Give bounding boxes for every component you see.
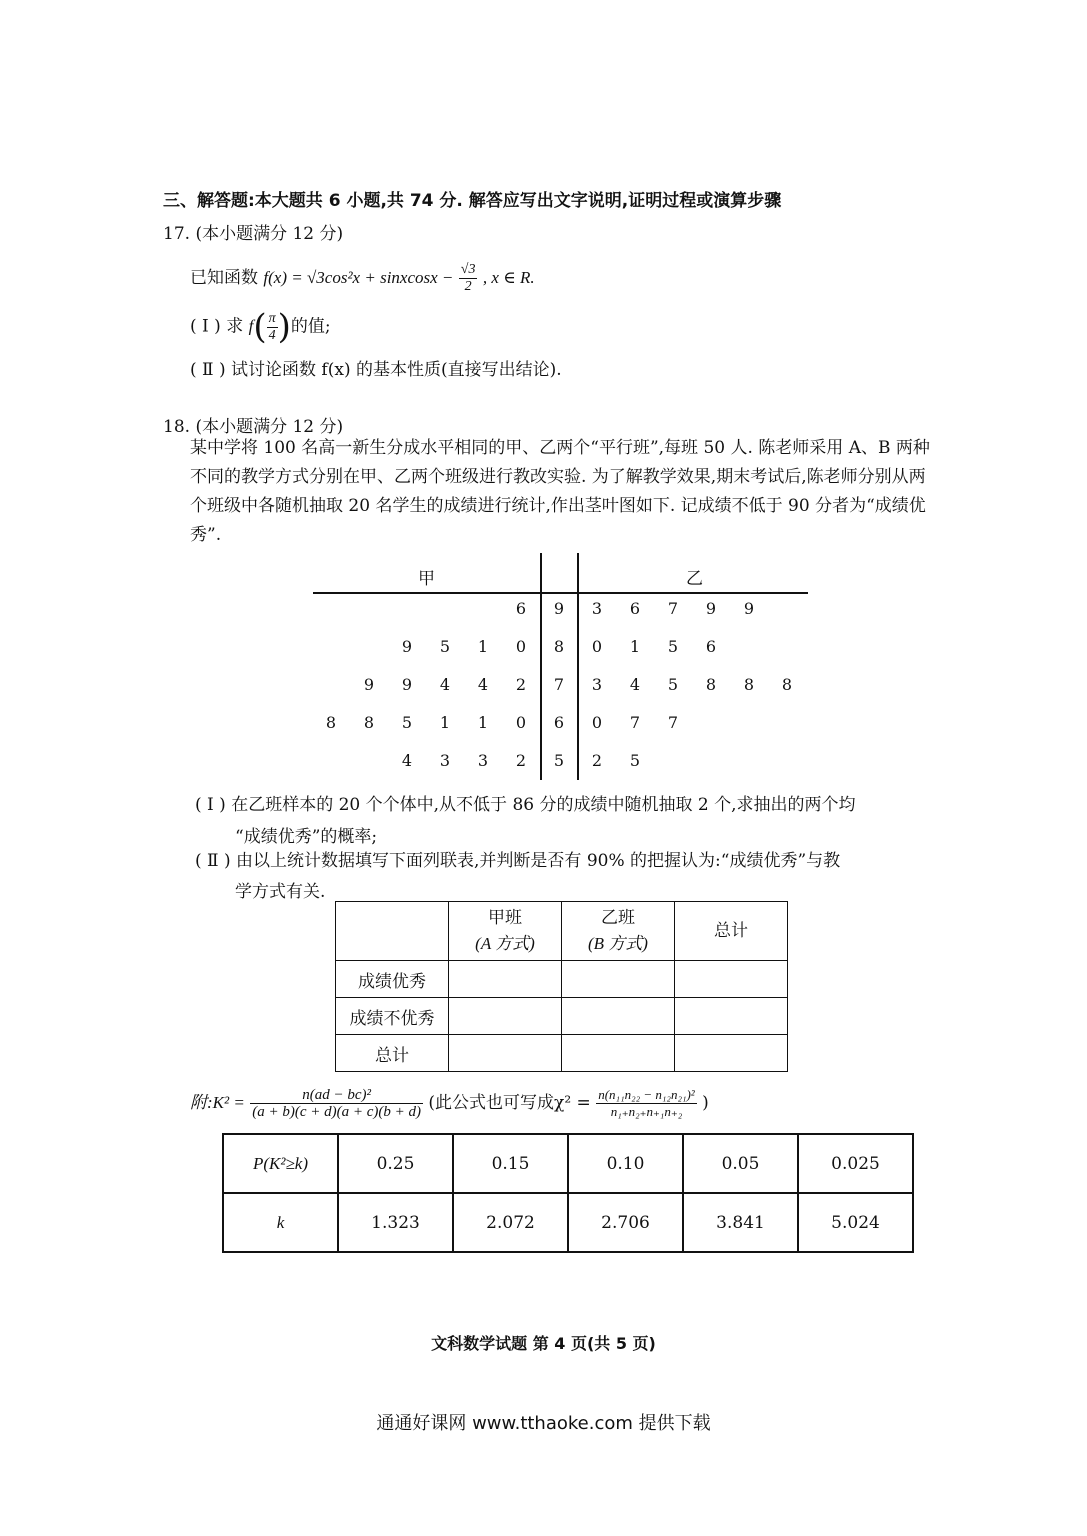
section-title: 三、解答题:本大题共 6 小题,共 74 分. 解答应写出文字说明,证明过程或演算步骤	[163, 191, 782, 211]
left-leaf: 8	[325, 713, 337, 732]
right-leaf: 8	[705, 675, 717, 694]
left-leaf: 2	[515, 675, 527, 694]
left-leaf: 6	[515, 599, 527, 618]
stem-value: 9	[553, 599, 565, 618]
formula-prefix: 附:K² =	[190, 1093, 245, 1112]
left-leaf: 0	[515, 713, 527, 732]
q18-part2-line2: 学方式有关.	[235, 882, 326, 902]
right-leaf: 7	[667, 599, 679, 618]
right-leaf: 6	[705, 637, 717, 656]
q17-fraction: $\frac{√3}{2}$	[460, 262, 476, 294]
left-leaf: 9	[363, 675, 375, 694]
right-leaf: 7	[629, 713, 641, 732]
left-leaf: 1	[477, 637, 489, 656]
formula-k2-fraction: $\frac{\text{n(ad − bc)²}}{(a + b)(c + d)(a + c)(b + d)}$	[252, 1087, 421, 1120]
left-leaf: 4	[401, 751, 413, 770]
stem-leaf-header-line	[313, 592, 808, 594]
right-leaf: 0	[591, 637, 603, 656]
kt-cell: 0.025	[798, 1134, 913, 1193]
formula-mid: (此公式也可写成χ² =	[428, 1093, 591, 1113]
ct-cell	[449, 1035, 562, 1072]
q17-func-expr: f(x) = √3cos²x + sinxcosx −	[263, 268, 454, 287]
kt-cell: 0.15	[453, 1134, 568, 1193]
right-leaf: 9	[743, 599, 755, 618]
stem-leaf-divider-left	[540, 553, 542, 780]
ct-cell	[562, 961, 675, 998]
q17-part1: ( Ⅰ ) 求 f( $\frac{\pi}{4}$ )的值;	[190, 307, 331, 347]
ct-cell	[449, 961, 562, 998]
q17-function	[190, 262, 535, 295]
q17-intro: 已知函数	[190, 268, 258, 288]
stem-leaf-left-title: 甲	[418, 569, 435, 589]
left-leaf: 9	[401, 675, 413, 694]
right-leaf: 8	[743, 675, 755, 694]
kt-cell: 1.323	[338, 1193, 453, 1252]
right-leaf: 2	[591, 751, 603, 770]
ct-col-total: 总计	[675, 902, 788, 961]
kt-cell: 2.072	[453, 1193, 568, 1252]
ct-col-b: 乙班 (B 方式)	[562, 902, 675, 961]
kt-cell: 3.841	[683, 1193, 798, 1252]
left-leaf: 2	[515, 751, 527, 770]
q18-text: 某中学将 100 名高一新生分成水平相同的甲、乙两个“平行班”,每班 50 人. 陈老师采用 A、B 两种不同的教学方式分别在甲、乙两个班级进行教改实验. 为了解教学效果,期末考试后,陈老师分别从两个班级中各随机抽取 20 名学生的成绩进行统计,作出茎叶图如下. 记成绩不低于 90 分者为“成绩优秀”.	[190, 438, 930, 545]
kt-cell: 0.25	[338, 1134, 453, 1193]
kt-cell: 0.10	[568, 1134, 683, 1193]
page-footer: 文科数学试题 第 4 页(共 5 页)	[431, 1334, 656, 1353]
ct-cell	[562, 998, 675, 1035]
left-leaf: 8	[363, 713, 375, 732]
right-leaf: 7	[667, 713, 679, 732]
stem-value: 6	[553, 713, 565, 732]
formula-chi2-fraction: $\frac{\text{n(n₁₁n₂₂ − n₁₂n₂₁)²}}{\text{n₁₊n₂₊n₊₁n₊₂}}$	[598, 1087, 695, 1119]
q18-part1-line2: “成绩优秀”的概率;	[235, 827, 378, 847]
q17-part2: ( Ⅱ ) 试讨论函数 f(x) 的基本性质(直接写出结论).	[190, 360, 562, 380]
right-leaf: 6	[629, 599, 641, 618]
q18-part1-line1: ( Ⅰ ) 在乙班样本的 20 个个体中,从不低于 86 分的成绩中随机抽取 2 个,求抽出的两个均	[195, 795, 856, 815]
right-leaf: 5	[629, 751, 641, 770]
ct-cell	[449, 998, 562, 1035]
left-leaf: 5	[401, 713, 413, 732]
q17-domain: , x ∈ R.	[482, 268, 535, 287]
right-leaf: 5	[667, 675, 679, 694]
kt-cell: 0.05	[683, 1134, 798, 1193]
right-leaf: 9	[705, 599, 717, 618]
stem-value: 5	[553, 751, 565, 770]
ct-row-label: 总计	[336, 1035, 449, 1072]
ct-cell	[562, 1035, 675, 1072]
formula: 附:K² = $\frac{\text{n(ad − bc)²}}{(a + b)(c + d)(a + c)(b + d)}$ (此公式也可写成χ² = $\frac{\text{n(n₁₁n₂₂ − n₁₂n₂₁)²}}{\text{n₁₊n₂₊n₊₁n₊₂}}$ )	[190, 1087, 709, 1120]
left-leaf: 5	[439, 637, 451, 656]
q17-heading: 17. (本小题满分 12 分)	[163, 224, 344, 244]
ct-corner	[336, 902, 449, 961]
right-leaf: 5	[667, 637, 679, 656]
right-leaf: 3	[591, 675, 603, 694]
ct-cell	[675, 1035, 788, 1072]
kt-cell: 5.024	[798, 1193, 913, 1252]
q18-heading: 18. (本小题满分 12 分)	[163, 417, 344, 437]
critical-value-table	[222, 1133, 914, 1253]
left-leaf: 9	[401, 637, 413, 656]
ct-cell	[675, 998, 788, 1035]
ct-row-label: 成绩不优秀	[336, 998, 449, 1035]
right-leaf: 3	[591, 599, 603, 618]
download-watermark: 通通好课网 www.tthaoke.com 提供下载	[376, 1413, 711, 1434]
kt-row1-label: P(K²≥k)	[223, 1134, 338, 1193]
left-leaf: 0	[515, 637, 527, 656]
kt-cell: 2.706	[568, 1193, 683, 1252]
left-leaf: 3	[477, 751, 489, 770]
stem-leaf-right-title: 乙	[686, 569, 703, 589]
stem-value: 7	[553, 675, 565, 694]
left-leaf: 1	[439, 713, 451, 732]
left-leaf: 4	[439, 675, 451, 694]
left-leaf: 3	[439, 751, 451, 770]
ct-row-label: 成绩优秀	[336, 961, 449, 998]
right-leaf: 1	[629, 637, 641, 656]
kt-row2-label: k	[223, 1193, 338, 1252]
left-leaf: 4	[477, 675, 489, 694]
contingency-table	[335, 901, 788, 1072]
q18-part2-line1: ( Ⅱ ) 由以上统计数据填写下面列联表,并判断是否有 90% 的把握认为:“成绩优秀”与教	[195, 851, 841, 871]
left-leaf: 1	[477, 713, 489, 732]
stem-value: 8	[553, 637, 565, 656]
stem-leaf-divider-right	[577, 553, 579, 780]
right-leaf: 4	[629, 675, 641, 694]
ct-cell	[675, 961, 788, 998]
right-leaf: 0	[591, 713, 603, 732]
ct-col-a: 甲班 (A 方式)	[449, 902, 562, 961]
right-leaf: 8	[781, 675, 793, 694]
